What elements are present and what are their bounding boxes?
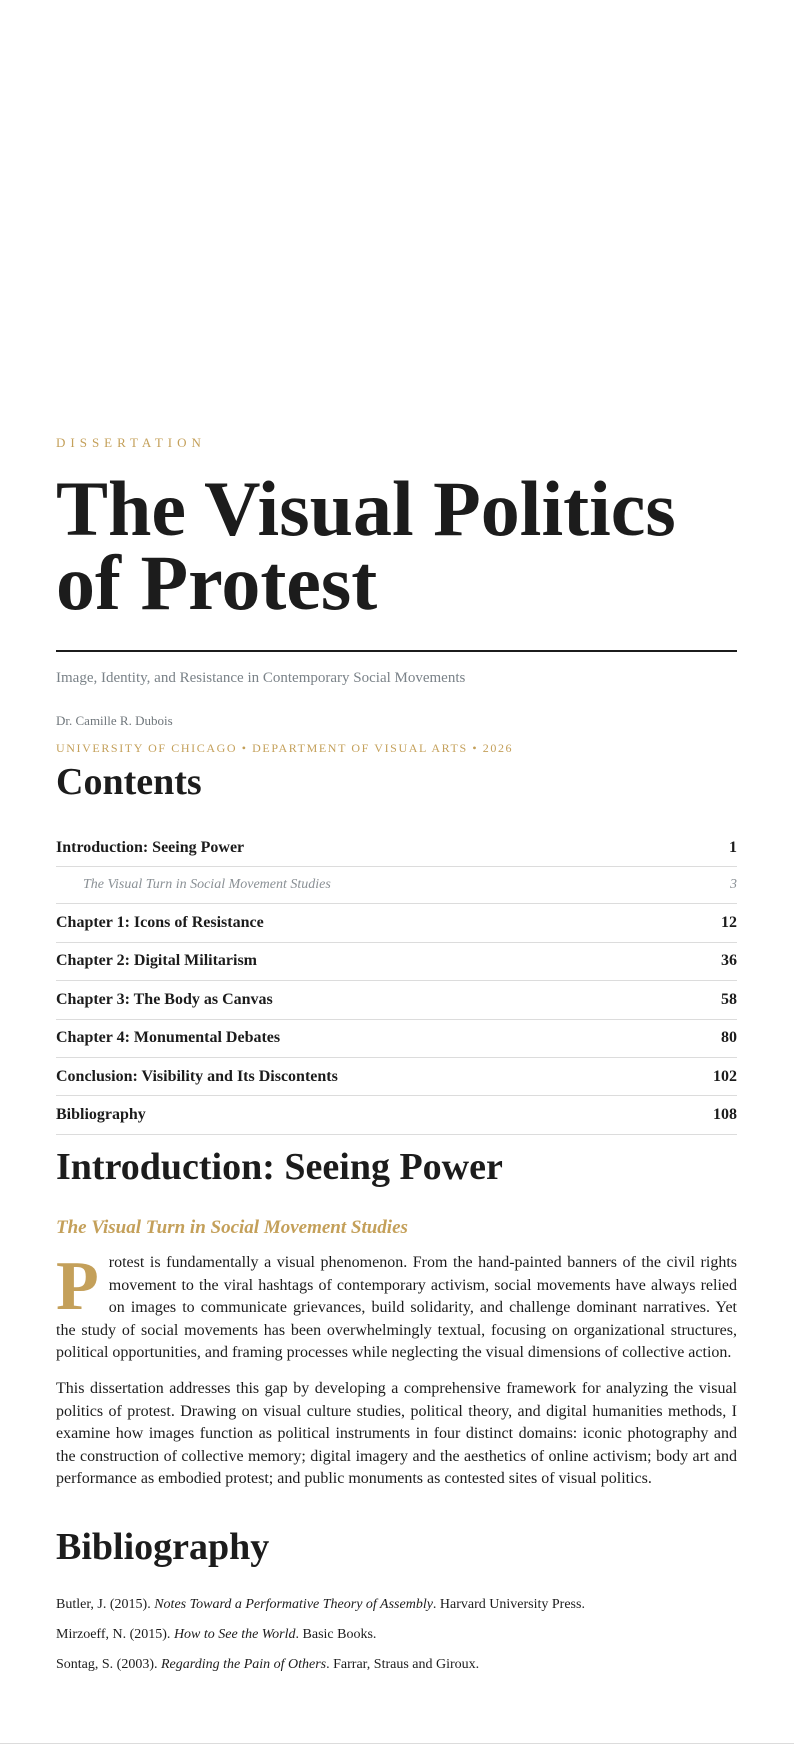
toc-entry-page: 3	[730, 877, 737, 893]
toc-entry-title: Chapter 3: The Body as Canvas	[56, 990, 273, 1008]
page-bottom-divider	[0, 1743, 794, 1744]
institution-line: UNIVERSITY OF CHICAGO • DEPARTMENT OF VISUAL ARTS • 2026	[56, 741, 514, 755]
entry-title: Regarding the Pain of Others	[161, 1657, 327, 1672]
toc-entry-title: Chapter 1: Icons of Resistance	[56, 914, 264, 932]
toc-entry-page: 1	[729, 838, 737, 856]
toc-entry-page: 102	[713, 1067, 737, 1085]
toc-entry-conclusion[interactable]	[56, 1058, 737, 1096]
toc-entry-title: Bibliography	[56, 1106, 146, 1124]
toc-entry-title: Introduction: Seeing Power	[56, 838, 245, 856]
entry-author: Sontag, S. (2003).	[56, 1657, 161, 1672]
toc-entry-title: Chapter 4: Monumental Debates	[56, 1029, 281, 1047]
entry-author: Mirzoeff, N. (2015).	[56, 1627, 174, 1642]
section-heading: The Visual Turn in Social Movement Studies	[56, 1217, 408, 1238]
introduction-heading: Introduction: Seeing Power	[56, 1146, 503, 1188]
table-of-contents	[56, 829, 737, 1135]
toc-entry-page: 12	[721, 914, 737, 932]
entry-publisher: . Basic Books.	[295, 1627, 377, 1642]
toc-entry-bibliography[interactable]	[56, 1096, 737, 1134]
dissertation-title: The Visual Politics of Protest	[56, 465, 676, 626]
toc-entry-title: Chapter 2: Digital Militarism	[56, 952, 258, 970]
intro-paragraph-2: This dissertation addresses this gap by developing a comprehensive framework for analyzing the visual politics of protest. Drawing on visual culture studies, political theory, and digital humanities methods, I examine how images function as political instruments in four distinct domains: iconic photography and the construction of collective memory; digital imagery and the aesthetics of online activism; body art and performance as embodied protest; and public monuments as contested sites of visual politics.	[56, 1380, 737, 1488]
toc-entry-chapter-3[interactable]	[56, 981, 737, 1019]
entry-title: How to See the World	[173, 1627, 296, 1642]
intro-paragraph-1	[56, 1248, 737, 1365]
bibliography-entry	[56, 1596, 737, 1626]
toc-entry-chapter-1[interactable]	[56, 904, 737, 942]
toc-entry-title: The Visual Turn in Social Movement Studies	[83, 877, 331, 893]
entry-publisher: . Harvard University Press.	[432, 1597, 585, 1612]
toc-entry-page: 36	[721, 952, 737, 970]
toc-entry-page: 58	[721, 990, 737, 1008]
title-divider	[56, 650, 737, 652]
toc-entry-introduction[interactable]	[56, 829, 737, 867]
toc-entry-title: Conclusion: Visibility and Its Discontents	[56, 1067, 338, 1085]
contents-heading: Contents	[56, 761, 202, 803]
toc-entry-page: 108	[713, 1106, 737, 1124]
bibliography-entry	[56, 1656, 737, 1686]
toc-entry-chapter-2[interactable]	[56, 943, 737, 981]
entry-publisher: . Farrar, Straus and Giroux.	[326, 1657, 480, 1672]
toc-entry-page: 80	[721, 1029, 737, 1047]
bibliography-entry	[56, 1626, 737, 1656]
entry-author: Butler, J. (2015).	[56, 1597, 155, 1612]
toc-entry-visual-turn[interactable]	[56, 867, 737, 904]
paragraph-text: rotest is fundamentally a visual phenomenon. From the hand-painted banners of the civil rights movement to the viral hashtags of contemporary activism, social movements have always relied on images to communicate grievances, build solidarity, and challenge dominant narratives. Yet the study of social movements has been overwhelmingly textual, focusing on organizational structures, political opportunities, and framing processes while neglecting the visual dimensions of collective action.	[56, 1254, 737, 1362]
author-name: Dr. Camille R. Dubois	[56, 713, 173, 728]
document-type-label: DISSERTATION	[56, 435, 206, 450]
drop-cap: P	[56, 1248, 99, 1325]
bibliography-heading: Bibliography	[56, 1526, 270, 1568]
entry-title: Notes Toward a Performative Theory of Assembly	[154, 1597, 433, 1612]
toc-entry-chapter-4[interactable]	[56, 1020, 737, 1058]
bibliography-list	[56, 1596, 737, 1686]
dissertation-subtitle: Image, Identity, and Resistance in Contemporary Social Movements	[56, 670, 466, 686]
